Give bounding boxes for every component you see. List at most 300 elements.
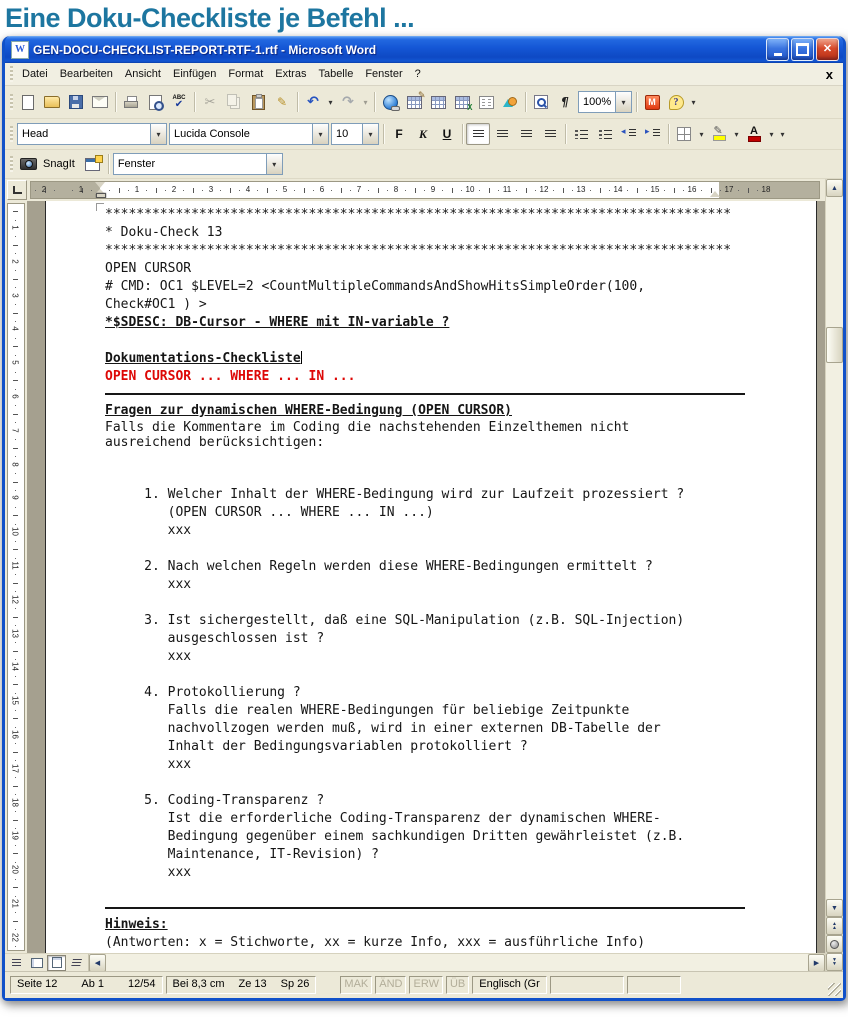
chevron-down-icon[interactable] xyxy=(312,124,328,144)
ruler-tick xyxy=(526,188,527,193)
columns-icon xyxy=(479,96,494,109)
ruler-tick xyxy=(13,279,18,280)
ruler-tick xyxy=(701,190,702,191)
ruler-tick xyxy=(257,190,258,191)
redo-options-dropdown[interactable] xyxy=(360,92,371,112)
align-left-button[interactable] xyxy=(466,123,490,145)
ruler-tick xyxy=(13,414,18,415)
ruler-tick xyxy=(516,190,517,191)
normal-view-icon xyxy=(12,959,21,967)
zoom-combo[interactable] xyxy=(578,91,632,113)
document-line: Falls die realen WHERE-Bedingungen für beliebige Zeitpunkte xyxy=(105,703,630,718)
ruler-tick xyxy=(15,591,16,592)
document-line xyxy=(105,882,816,900)
page-status-cell xyxy=(10,976,163,994)
toolbar-options-dropdown[interactable] xyxy=(688,92,699,112)
ruler-tick xyxy=(15,389,16,390)
ruler-tick xyxy=(646,190,647,191)
document-line: 3. Ist sichergestellt, daß eine SQL-Manipulation (z.B. SQL-Injection) xyxy=(105,613,685,628)
ruler-tick xyxy=(15,727,16,728)
menu-items xyxy=(16,68,427,80)
status-empty-cell xyxy=(627,976,681,994)
email-button[interactable] xyxy=(88,91,112,113)
paste-button[interactable] xyxy=(246,91,270,113)
ruler-tick xyxy=(405,190,406,191)
status-position: Bei 8,3 cm xyxy=(172,978,225,990)
ruler-number: 17 xyxy=(724,185,734,194)
horizontal-scroll-track[interactable] xyxy=(106,954,808,971)
ruler-number: 20 xyxy=(10,865,20,875)
document-line: *$SDESC: DB-Cursor - WHERE mit IN-variable ? xyxy=(105,315,450,330)
ruler-tick xyxy=(498,190,499,191)
ruler-tick xyxy=(13,718,18,719)
scroll-left-button[interactable] xyxy=(89,954,106,972)
ruler-tick xyxy=(572,190,573,191)
ruler-tick xyxy=(341,188,342,193)
print-icon xyxy=(124,96,138,108)
scroll-down-button[interactable] xyxy=(826,899,843,917)
menu-item-extras[interactable]: Extras xyxy=(275,68,307,80)
ruler-tick xyxy=(128,190,129,191)
insert-table-button[interactable] xyxy=(426,91,450,113)
document-line xyxy=(105,450,816,468)
ruler-tick xyxy=(387,190,388,191)
drawing-button[interactable] xyxy=(498,91,522,113)
document-line: ******************************************************************************** xyxy=(105,243,732,258)
ruler-number: 14 xyxy=(10,662,20,672)
document-line: * Doku-Check 13 xyxy=(105,225,223,240)
font-color-button[interactable] xyxy=(742,123,766,145)
menu-item-bearbeiten[interactable]: Bearbeiten xyxy=(59,68,113,80)
ruler-tick xyxy=(15,929,16,930)
ruler-tick xyxy=(239,190,240,191)
italic-icon xyxy=(419,127,427,142)
status-bar xyxy=(5,971,843,998)
snagit-properties-button[interactable] xyxy=(81,153,105,175)
bold-icon xyxy=(395,127,402,141)
document-line: xxx xyxy=(105,649,192,664)
ruler-number: 8 xyxy=(10,461,20,467)
align-center-icon xyxy=(497,130,508,139)
horizontal-scrollbar[interactable] xyxy=(5,953,825,971)
minimize-icon xyxy=(774,53,782,56)
ruler-tick xyxy=(609,190,610,191)
ruler-tick xyxy=(415,188,416,193)
bold-button[interactable] xyxy=(387,123,411,145)
snagit-label: SnagIt xyxy=(43,158,75,170)
ruler-number: 5 xyxy=(282,185,288,194)
ruler-tick xyxy=(91,190,92,191)
zoom-value: 100% xyxy=(583,96,612,108)
ruler-number: 7 xyxy=(356,185,362,194)
ruler-tick xyxy=(489,188,490,193)
insert-excel-icon xyxy=(455,96,470,109)
outline-view-button[interactable] xyxy=(67,955,86,971)
snagit-toolbar xyxy=(5,150,843,179)
chevron-down-icon[interactable] xyxy=(150,124,166,144)
window-title: GEN-DOCU-CHECKLIST-REPORT-RTF-1.rtf - Microsoft Word xyxy=(33,42,377,57)
style-combo[interactable] xyxy=(17,123,167,145)
menu-bar xyxy=(5,63,843,86)
ruler-number: 21 xyxy=(10,899,20,908)
document-line: Ist die erforderliche Coding-Transparenz der dynamischen WHERE- xyxy=(105,811,661,826)
ruler-number: 5 xyxy=(10,360,20,365)
open-button[interactable] xyxy=(40,91,64,113)
highlight-options-dropdown[interactable] xyxy=(731,124,742,144)
ruler-number: 3 xyxy=(208,185,214,194)
minimize-button[interactable] xyxy=(766,38,789,61)
ruler-tick xyxy=(15,507,16,508)
underline-icon xyxy=(443,127,452,141)
ruler-tick xyxy=(720,190,721,191)
ruler-tick xyxy=(15,338,16,339)
font-size-combo[interactable] xyxy=(331,123,379,145)
italic-button[interactable] xyxy=(411,123,435,145)
underline-button[interactable] xyxy=(435,123,459,145)
toolbar-separator xyxy=(194,92,195,112)
toolbar-grip[interactable] xyxy=(10,126,13,142)
spelling-button[interactable] xyxy=(167,91,191,113)
align-center-button[interactable] xyxy=(490,123,514,145)
macro-m-button[interactable] xyxy=(640,91,664,113)
ruler-number: 3 xyxy=(10,292,20,298)
show-paragraph-marks-button[interactable] xyxy=(553,91,577,113)
document-line: nachvollzogen werden muß, wird in einer externen DB-Tabelle der xyxy=(105,721,661,736)
align-left-icon xyxy=(473,130,484,139)
select-browse-object-button[interactable] xyxy=(826,935,843,953)
ruler-tick xyxy=(13,448,18,449)
bullet-list-button[interactable] xyxy=(593,123,617,145)
maximize-button[interactable] xyxy=(791,38,814,61)
ruler-tick xyxy=(15,879,16,880)
ruler-tick xyxy=(15,862,16,863)
bullet-list-icon xyxy=(599,129,612,140)
vertical-scroll-track[interactable] xyxy=(826,197,843,899)
ruler-tick xyxy=(553,190,554,191)
toolbar-separator xyxy=(636,92,637,112)
document-line: 5. Coding-Transparenz ? xyxy=(105,793,325,808)
vertical-scrollbar[interactable] xyxy=(825,179,843,971)
ruler-tick xyxy=(13,684,18,685)
insert-hyperlink-button[interactable] xyxy=(378,91,402,113)
ruler-tick xyxy=(13,515,18,516)
view-buttons xyxy=(5,954,89,971)
print-layout-icon xyxy=(52,957,62,968)
ruler-tick xyxy=(230,188,231,193)
menu-item-format[interactable]: Format xyxy=(228,68,264,80)
increase-indent-button[interactable] xyxy=(641,123,665,145)
copy-button[interactable] xyxy=(222,91,246,113)
scroll-right-button[interactable] xyxy=(808,954,825,972)
close-button[interactable]: ✕ xyxy=(816,38,839,61)
snagit-capture-button[interactable] xyxy=(16,153,40,175)
resize-grip[interactable] xyxy=(828,983,841,996)
text-cursor xyxy=(301,351,303,364)
document-line: xxx xyxy=(105,577,192,592)
columns-button[interactable] xyxy=(474,91,498,113)
ruler-tick xyxy=(738,190,739,191)
drawing-icon xyxy=(503,96,517,108)
document-line xyxy=(105,540,816,558)
document-line: Falls die Kommentare im Coding die nachstehenden Einzelthemen nicht xyxy=(105,420,630,435)
ruler-tick xyxy=(15,473,16,474)
justify-button[interactable] xyxy=(538,123,562,145)
ruler-tick xyxy=(15,642,16,643)
macro-record-toggle[interactable]: MAK xyxy=(340,976,372,994)
status-section: Ab 1 xyxy=(81,978,105,990)
font-value: Lucida Console xyxy=(174,128,250,140)
horizontal-ruler[interactable] xyxy=(30,181,820,199)
numbered-list-button[interactable] xyxy=(569,123,593,145)
ruler-tick xyxy=(15,659,16,660)
document-line: ******************************************************************************** xyxy=(105,207,732,222)
ruler-tick xyxy=(15,760,16,761)
title-bar[interactable] xyxy=(5,36,843,63)
left-tab-icon xyxy=(13,186,22,194)
left-indent-marker[interactable] xyxy=(96,193,106,198)
ruler-tick xyxy=(276,190,277,191)
ruler-tick xyxy=(109,190,110,191)
redo-button[interactable] xyxy=(336,91,360,113)
ruler-number: 13 xyxy=(576,185,586,194)
paste-icon xyxy=(252,95,265,110)
ruler-number: 1 xyxy=(10,225,20,230)
chevron-down-icon[interactable] xyxy=(362,124,378,144)
ruler-tick xyxy=(563,188,564,193)
ruler-tick xyxy=(15,558,16,559)
close-document-button[interactable]: x xyxy=(825,66,833,82)
document-line: (Antworten: x = Stichworte, xx = kurze Info, xxx = ausführliche Info) xyxy=(105,935,646,950)
menu-item-ansicht[interactable]: Ansicht xyxy=(124,68,161,80)
ruler-tick xyxy=(590,190,591,191)
highlight-button[interactable] xyxy=(707,123,731,145)
document-line xyxy=(105,774,816,792)
ruler-number: 4 xyxy=(245,185,251,194)
cut-icon xyxy=(205,95,216,110)
ruler-tick xyxy=(378,188,379,193)
insert-hyperlink-icon xyxy=(383,95,398,110)
print-layout-view-button[interactable] xyxy=(47,955,66,971)
previous-page-button[interactable] xyxy=(826,917,843,935)
ruler-tick xyxy=(15,270,16,271)
ruler-number: 14 xyxy=(613,185,623,194)
menu-item-tabelle[interactable]: Tabelle xyxy=(318,68,354,80)
document-line: Hinweis: xyxy=(105,917,168,932)
toolbar-separator xyxy=(115,92,116,112)
menu-item-fenster[interactable]: Fenster xyxy=(365,68,403,80)
document-line: Maintenance, IT-Revision) ? xyxy=(105,847,379,862)
ruler-tick xyxy=(15,236,16,237)
document-line xyxy=(105,332,816,350)
align-right-icon xyxy=(521,130,532,139)
standard-toolbar-buttons xyxy=(16,91,699,113)
align-right-button[interactable] xyxy=(514,123,538,145)
ruler-tick xyxy=(54,190,55,191)
borders-options-dropdown[interactable] xyxy=(696,124,707,144)
cut-button[interactable] xyxy=(198,91,222,113)
web-layout-view-button[interactable] xyxy=(27,955,46,971)
toolbar-grip[interactable] xyxy=(10,66,13,82)
ruler-tick xyxy=(13,786,18,787)
language-cell[interactable]: Englisch (Gr xyxy=(472,976,547,994)
help-icon xyxy=(669,95,684,110)
ruler-tick xyxy=(683,190,684,191)
print-preview-button[interactable] xyxy=(143,91,167,113)
ruler-tick xyxy=(15,405,16,406)
document-line: OPEN CURSOR ... WHERE ... IN ... xyxy=(105,369,356,384)
ruler-tick xyxy=(15,676,16,677)
ruler-number: 17 xyxy=(10,763,20,773)
toolbar-grip[interactable] xyxy=(10,94,13,110)
text-boundary-mark xyxy=(96,203,104,211)
document-line: Check#OC1 ) > xyxy=(105,297,207,312)
decrease-indent-button[interactable] xyxy=(617,123,641,145)
ruler-tick xyxy=(479,190,480,191)
ruler-tick xyxy=(368,190,369,191)
document-line: 1. Welcher Inhalt der WHERE-Bedingung wird zur Laufzeit prozessiert ? xyxy=(105,487,685,502)
outline-view-icon xyxy=(71,959,82,967)
insert-table-icon xyxy=(431,96,446,109)
ruler-tick xyxy=(535,190,536,191)
extend-selection-toggle[interactable]: ERW xyxy=(409,976,442,994)
email-icon xyxy=(92,96,108,108)
track-changes-toggle[interactable]: ÄND xyxy=(375,976,406,994)
toolbar-grip[interactable] xyxy=(10,156,13,172)
style-value: Head xyxy=(22,128,49,140)
chevron-down-icon[interactable] xyxy=(615,92,631,112)
format-painter-button[interactable] xyxy=(270,91,294,113)
ruler-number: 2 xyxy=(171,185,177,194)
undo-icon xyxy=(307,94,319,110)
document-line: xxx xyxy=(105,757,192,772)
ruler-tick xyxy=(15,896,16,897)
ruler-tick xyxy=(13,853,18,854)
snagit-profile-combo[interactable] xyxy=(113,153,283,175)
ruler-tick xyxy=(15,845,16,846)
ruler-number: 2 xyxy=(41,185,47,194)
document-line: ausreichend berücksichtigen: xyxy=(105,435,325,450)
word-document-icon xyxy=(11,41,29,59)
ruler-number: 18 xyxy=(761,185,771,194)
ruler-number: 15 xyxy=(650,185,660,194)
ruler-tick xyxy=(757,190,758,191)
document-map-icon xyxy=(534,95,548,109)
overtype-toggle[interactable]: ÜB xyxy=(446,976,469,994)
new-document-button[interactable] xyxy=(16,91,40,113)
ruler-tick xyxy=(13,245,18,246)
ruler-tick xyxy=(13,752,18,753)
copy-icon xyxy=(227,94,237,106)
save-icon xyxy=(69,95,83,109)
ruler-tick xyxy=(13,346,18,347)
menu-item-help[interactable]: ? xyxy=(414,68,421,80)
spelling-icon xyxy=(173,95,186,109)
tables-and-borders-button[interactable] xyxy=(402,91,426,113)
toolbar-separator xyxy=(108,154,109,174)
ruler-tick xyxy=(442,190,443,191)
menu-item-datei[interactable]: Datei xyxy=(22,68,48,80)
status-page-of: 12/54 xyxy=(128,978,156,990)
ruler-tick xyxy=(294,190,295,191)
ruler-tick xyxy=(452,188,453,193)
insert-excel-button[interactable] xyxy=(450,91,474,113)
ruler-tick xyxy=(627,190,628,191)
ruler-tick xyxy=(15,828,16,829)
undo-options-dropdown[interactable] xyxy=(325,92,336,112)
document-canvas[interactable] xyxy=(27,201,825,953)
ruler-tick xyxy=(15,743,16,744)
scroll-up-button[interactable] xyxy=(826,179,843,197)
document-line: Bedingung gegenüber einem sachkundigen Dritten gewährleistet (z.B. xyxy=(105,829,685,844)
font-size-value: 10 xyxy=(336,128,349,140)
ruler-tick xyxy=(202,190,203,191)
normal-view-button[interactable] xyxy=(7,955,26,971)
maximize-icon xyxy=(796,43,809,56)
ruler-tick xyxy=(13,380,18,381)
ruler-number: 8 xyxy=(393,185,399,194)
ruler-tick xyxy=(183,190,184,191)
ruler-tick xyxy=(13,583,18,584)
undo-button[interactable] xyxy=(301,91,325,113)
next-page-button[interactable] xyxy=(826,953,843,971)
toolbar-separator xyxy=(668,124,669,144)
document-map-button[interactable] xyxy=(529,91,553,113)
toolbar-separator xyxy=(374,92,375,112)
ruler-tick xyxy=(304,188,305,193)
ruler-tick xyxy=(13,211,18,212)
tab-selector[interactable] xyxy=(7,180,27,200)
print-button[interactable] xyxy=(119,91,143,113)
toolbar-separator xyxy=(383,124,384,144)
font-color-options-dropdown[interactable] xyxy=(766,124,777,144)
ruler-number: 13 xyxy=(10,628,20,638)
ruler-number: 2 xyxy=(10,259,20,264)
borders-button[interactable] xyxy=(672,123,696,145)
document-line: xxx xyxy=(105,865,192,880)
new-document-icon xyxy=(22,95,34,110)
toolbar-separator xyxy=(565,124,566,144)
vertical-scroll-thumb[interactable] xyxy=(826,327,843,363)
ruler-tick xyxy=(15,946,16,947)
ruler-number: 11 xyxy=(10,561,20,570)
chevron-down-icon[interactable] xyxy=(266,154,282,174)
ruler-tick xyxy=(15,541,16,542)
font-combo[interactable] xyxy=(169,123,329,145)
ruler-tick xyxy=(15,321,16,322)
toolbar-options-dropdown[interactable] xyxy=(777,124,788,144)
menu-item-einf-gen[interactable]: Einfügen xyxy=(172,68,217,80)
ruler-tick xyxy=(13,482,18,483)
tables-and-borders-icon xyxy=(407,96,422,109)
numbered-list-icon xyxy=(575,129,588,140)
show-paragraph-marks-icon xyxy=(561,95,569,109)
status-line: Ze 13 xyxy=(238,978,267,990)
document-page[interactable] xyxy=(45,201,817,953)
vertical-ruler[interactable] xyxy=(7,203,25,951)
ruler-number: 1 xyxy=(78,185,84,194)
ruler-tick xyxy=(664,190,665,191)
window-properties-icon xyxy=(85,158,100,171)
ruler-tick xyxy=(15,304,16,305)
ruler-number: 12 xyxy=(10,594,20,604)
formatting-toolbar xyxy=(5,119,843,150)
formatting-toolbar-buttons xyxy=(16,123,788,145)
status-page: Seite 12 xyxy=(17,978,58,990)
status-column: Sp 26 xyxy=(280,978,310,990)
help-button[interactable] xyxy=(664,91,688,113)
save-button[interactable] xyxy=(64,91,88,113)
ruler-tick xyxy=(331,190,332,191)
